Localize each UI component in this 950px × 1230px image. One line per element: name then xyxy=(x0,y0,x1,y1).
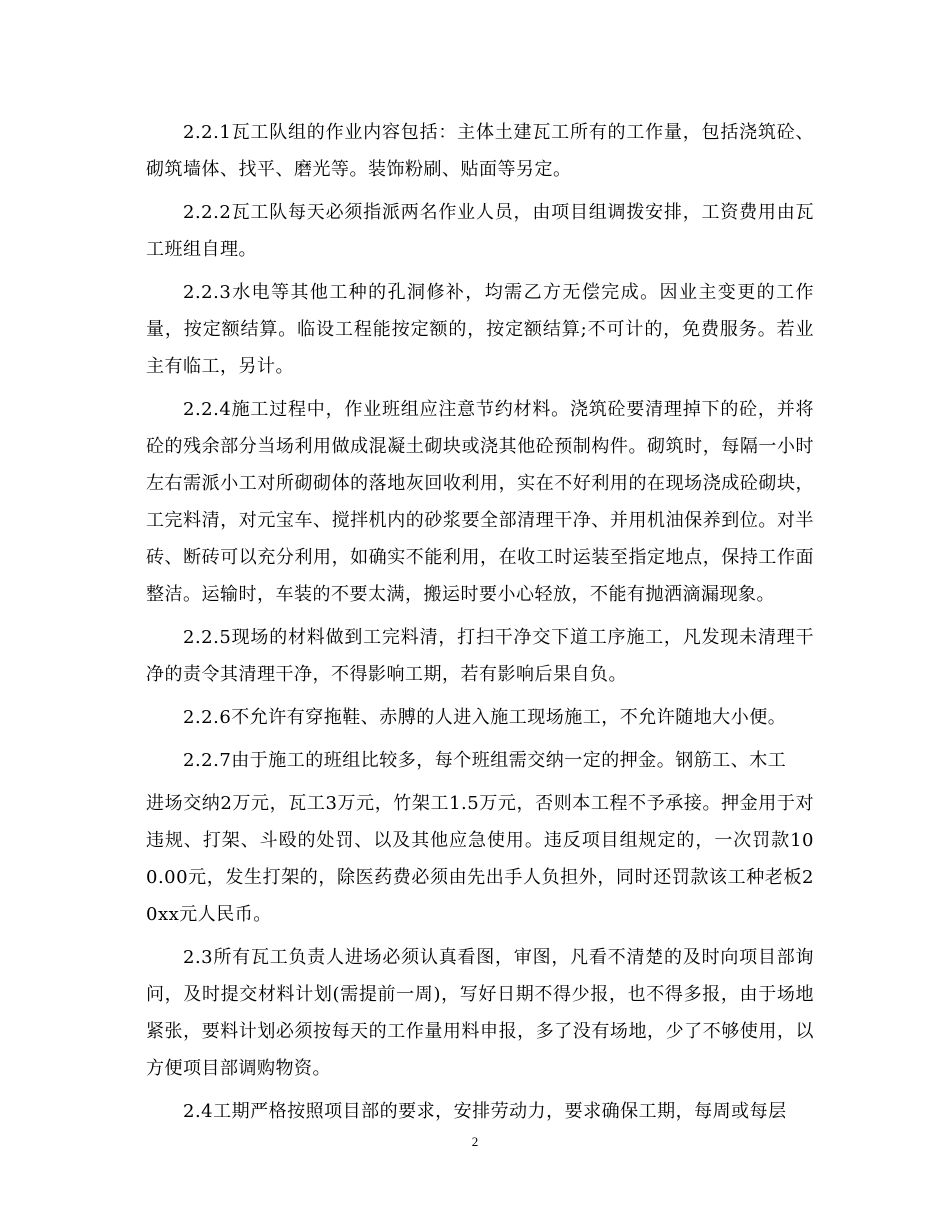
page-number: 2 xyxy=(471,1134,479,1149)
paragraph-2-2-5: 2.2.5现场的材料做到工完料清，打扫干净交下道工序施工，凡发现未清理干净的责令其清理干净，不得影响工期，若有影响后果自负。 xyxy=(146,627,814,685)
paragraph-2-2-6: 2.2.6不允许有穿拖鞋、赤膊的人进入施工现场施工，不允许随地大小便。 xyxy=(183,707,787,728)
paragraph-2-3: 2.3所有瓦工负责人进场必须认真看图，审图，凡看不清楚的及时向项目部询问，及时提交材料计划(需提前一周)，写好日期不得少报，也不得多报，由于场地紧张，要料计划必须按每天的工作量用料申报，多了没有场地，少了不够使用，以方便项目部调购物资。 xyxy=(146,947,814,1079)
paragraph-2-2-1: 2.2.1瓦工队组的作业内容包括：主体土建瓦工所有的工作量，包括浇筑砼、砌筑墙体、找平、磨光等。装饰粉刷、贴面等另定。 xyxy=(146,122,814,180)
paragraph-2-2-7-continued: 进场交纳2万元，瓦工3万元，竹架工1.5万元，否则本工程不予承接。押金用于对违规、打架、斗殴的处罚、以及其他应急使用。违反项目组规定的，一次罚款100.00元，发生打架的，除医药费必须由先出手人负担外，同时还罚款该工种老板20xx元人民币。 xyxy=(146,793,814,925)
paragraph-2-2-3: 2.2.3水电等其他工种的孔洞修补，均需乙方无偿完成。因业主变更的工作量，按定额结算。临设工程能按定额的，按定额结算;不可计的，免费服务。若业主有临工，另计。 xyxy=(146,282,814,377)
document-body xyxy=(146,114,814,1136)
paragraph-2-2-7: 2.2.7由于施工的班组比较多，每个班组需交纳一定的押金。钢筋工、木工 xyxy=(183,750,787,771)
paragraph-2-2-2: 2.2.2瓦工队每天必须指派两名作业人员，由项目组调拨安排，工资费用由瓦工班组自理。 xyxy=(146,202,814,260)
paragraph-2-2-4: 2.2.4施工过程中，作业班组应注意节约材料。浇筑砼要清理掉下的砼，并将砼的残余部分当场利用做成混凝土砌块或浇其他砼预制构件。砌筑时，每隔一小时左右需派小工对所砌砌体的落地灰回收利用，实在不好利用的在现场浇成砼砌块，工完料清，对元宝车、搅拌机内的砂浆要全部清理干净、并用机油保养到位。对半砖、断砖可以充分利用，如确实不能利用，在收工时运装至指定地点，保持工作面整洁。运输时，车装的不要太满，搬运时要小心轻放，不能有抛洒滴漏现象。 xyxy=(146,399,814,605)
paragraph-2-4: 2.4工期严格按照项目部的要求，安排劳动力，要求确保工期，每周或每层 xyxy=(183,1101,787,1122)
